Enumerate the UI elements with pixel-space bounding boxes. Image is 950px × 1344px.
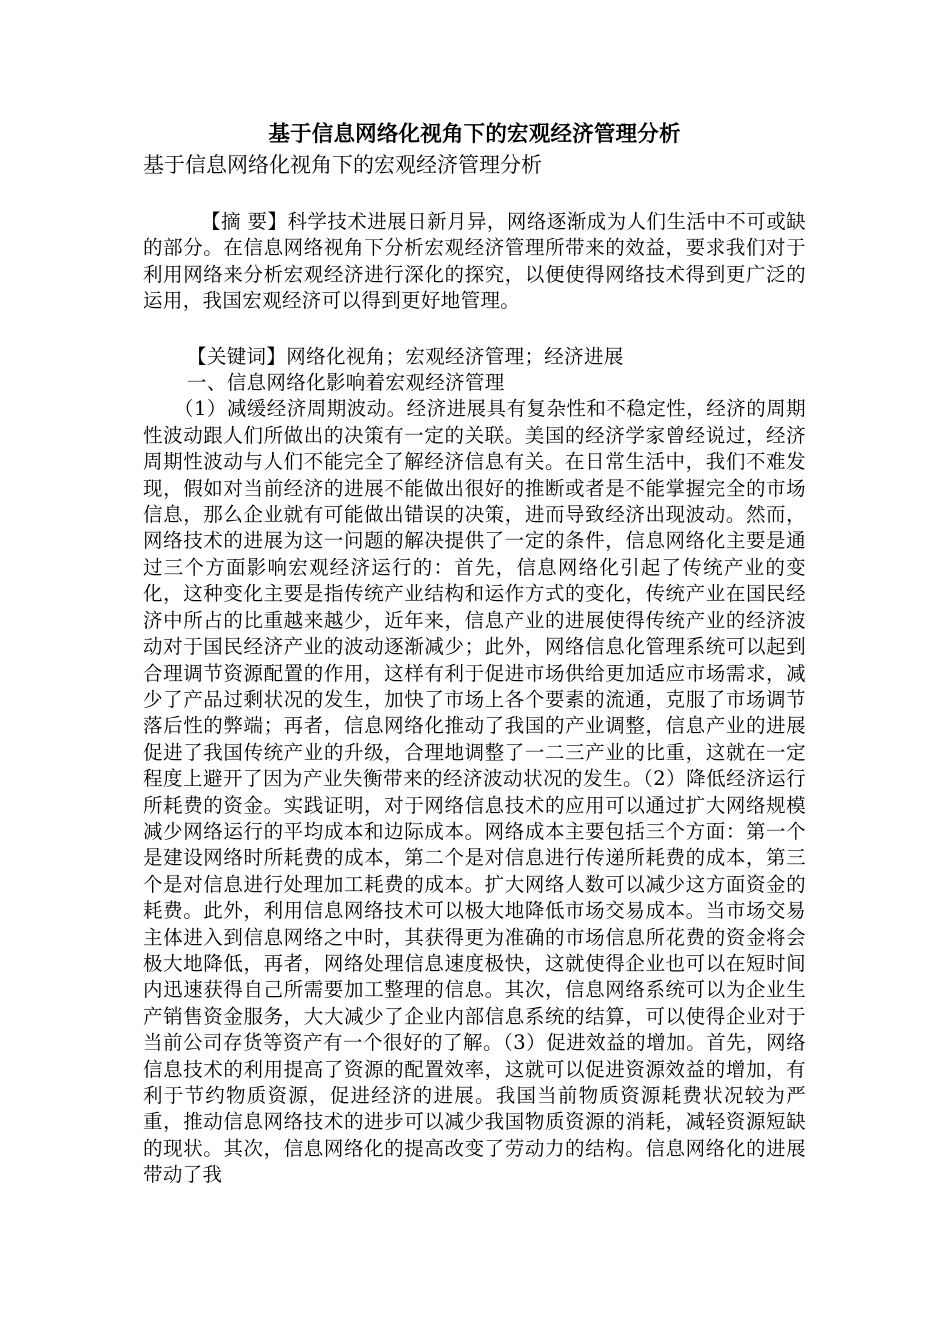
abstract-paragraph: 【摘 要】科学技术进展日新月异，网络逐渐成为人们生活中不可或缺的部分。在信息网络视角下分析宏观经济管理所带来的效益，要求我们对于利用网络来分析宏观经济进行深化的探究，以便使得网络技术得到更广泛的运用，我国宏观经济可以得到更好地管理。: [143, 210, 806, 313]
section-heading: 一、信息网络化影响着宏观经济管理: [187, 371, 505, 395]
document-page: [143, 118, 806, 1189]
document-subtitle: 基于信息网络化视角下的宏观经济管理分析: [143, 153, 542, 177]
body-paragraph: （1）减缓经济周期波动。经济进展具有复杂性和不稳定性，经济的周期性波动跟人们所做出的决策有一定的关联。美国的经济学家曾经说过，经济周期性波动与人们不能完全了解经济信息有关。在日常生活中，我们不难发现，假如对当前经济的进展不能做出很好的推断或者是不能掌握完全的市场信息，那么企业就有可能做出错误的决策，进而导致经济出现波动。然而，网络技术的进展为这一问题的解决提供了一定的条件，信息网络化主要是通过三个方面影响宏观经济运行的：首先，信息网络化引起了传统产业的变化，这种变化主要是指传统产业结构和运作方式的变化，传统产业在国民经济中所占的比重越来越少，近年来，信息产业的进展使得传统产业的经济波动对于国民经济产业的波动逐渐减少；此外，网络信息化管理系统可以起到合理调节资源配置的作用，这样有利于促进市场供给更加适应市场需求，减少了产品过剩状况的发生，加快了市场上各个要素的流通，克服了市场调节落后性的弊端；再者，信息网络化推动了我国的产业调整，信息产业的进展促进了我国传统产业的升级，合理地调整了一二三产业的比重，这就在一定程度上避开了因为产业失衡带来的经济波动状况的发生。（2）降低经济运行所耗费的资金。实践证明，对于网络信息技术的应用可以通过扩大网络规模减少网络运行的平均成本和边际成本。网络成本主要包括三个方面：第一个是建设网络时所耗费的成本，第二个是对信息进行传递所耗费的成本，第三个是对信息进行处理加工耗费的成本。扩大网络人数可以减少这方面资金的耗费。此外，利用信息网络技术可以极大地降低市场交易成本。当市场交易主体进入到信息网络之中时，其获得更为准确的市场信息所花费的资金将会极大地降低，再者，网络处理信息速度极快，这就使得企业也可以在短时间内迅速获得自己所需要加工整理的信息。其次，信息网络系统可以为企业生产销售资金服务，大大减少了企业内部信息系统的结算，可以使得企业对于当前公司存货等资产有一个很好的了解。（3）促进效益的增加。首先，网络信息技术的利用提高了资源的配置效率，这就可以促进资源效益的增加，有利于节约物质资源，促进经济的进展。我国当前物质资源耗费状况较为严重，推动信息网络技术的进步可以减少我国物质资源的消耗，减轻资源短缺的现状。其次，信息网络化的提高改变了劳动力的结构。信息网络化的进展带动了我: [143, 397, 806, 1187]
keywords-line: 【关键词】网络化视角；宏观经济管理；经济进展: [187, 344, 624, 368]
document-title: 基于信息网络化视角下的宏观经济管理分析: [268, 122, 681, 147]
